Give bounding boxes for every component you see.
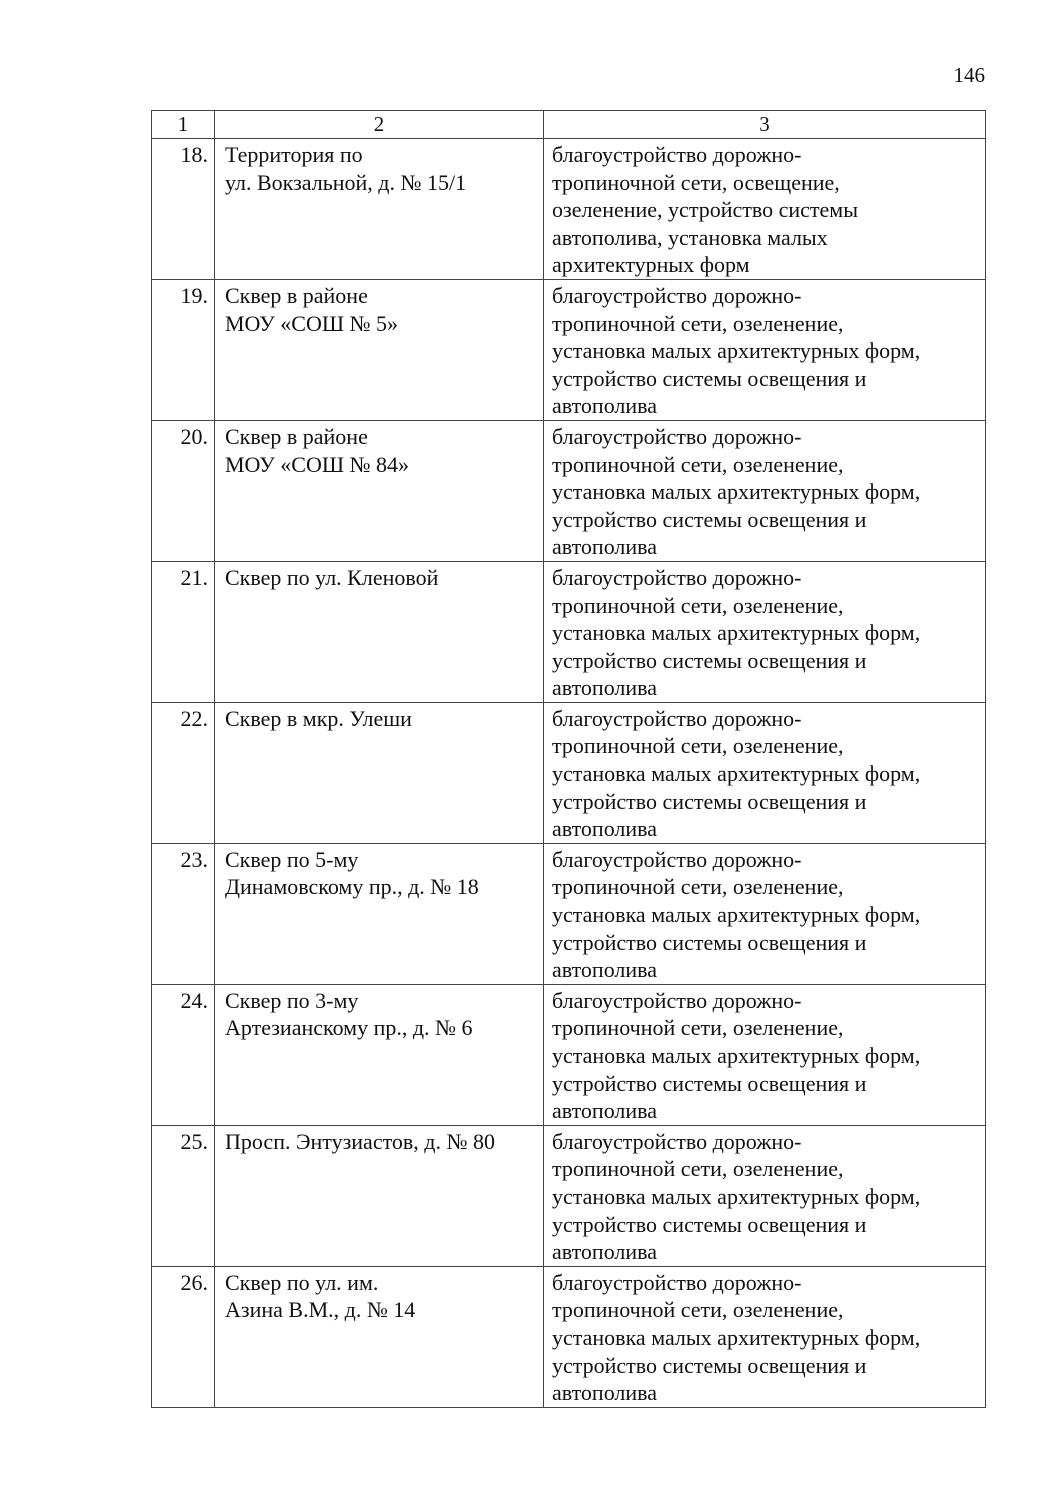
work-line: автополива <box>552 534 658 560</box>
table-row <box>152 561 986 702</box>
work-line: благоустройство дорожно- <box>552 1128 802 1154</box>
work-cell <box>544 279 986 420</box>
table-row <box>152 139 986 280</box>
table-row <box>152 843 986 984</box>
work-line: тропиночной сети, озеленение, <box>552 310 844 336</box>
work-line: озеленение, устройство системы <box>552 197 858 223</box>
work-line: автополива <box>552 957 658 983</box>
place-cell <box>215 984 544 1125</box>
work-line: установка малых архитектурных форм, <box>552 761 921 787</box>
place-line: Сквер по 3-му <box>225 987 359 1013</box>
place-line: Сквер по ул. им. <box>225 1269 379 1295</box>
work-cell <box>544 1125 986 1266</box>
work-line: тропиночной сети, озеленение, <box>552 1297 844 1323</box>
place-line: Сквер в районе <box>225 282 368 308</box>
header-cell-number: 1 <box>152 111 215 139</box>
place-cell <box>215 279 544 420</box>
table-body <box>152 111 986 1408</box>
row-number: 25. <box>152 1125 215 1266</box>
work-line: автополива <box>552 1380 658 1406</box>
work-cell <box>544 139 986 280</box>
work-line: благоустройство дорожно- <box>552 705 802 731</box>
work-line: автополива <box>552 1098 658 1124</box>
row-number: 20. <box>152 420 215 561</box>
table-row <box>152 1266 986 1407</box>
place-line: Артезианскому пр., д. № 6 <box>225 1015 473 1041</box>
work-line: благоустройство дорожно- <box>552 846 802 872</box>
work-line: благоустройство дорожно- <box>552 564 802 590</box>
work-line: благоустройство дорожно- <box>552 987 802 1013</box>
work-line: устройство системы освещения и <box>552 1352 867 1378</box>
work-line: тропиночной сети, озеленение, <box>552 1156 844 1182</box>
work-line: благоустройство дорожно- <box>552 423 802 449</box>
work-line: устройство системы освещения и <box>552 1070 867 1096</box>
place-line: Сквер в районе <box>225 423 368 449</box>
works-table <box>151 110 986 1408</box>
work-line: устройство системы освещения и <box>552 1211 867 1237</box>
work-line: установка малых архитектурных форм, <box>552 902 921 928</box>
table-row <box>152 984 986 1125</box>
table-header-row <box>152 111 986 139</box>
place-cell <box>215 843 544 984</box>
place-cell <box>215 1125 544 1266</box>
work-line: устройство системы освещения и <box>552 647 867 673</box>
work-line: архитектурных форм <box>552 252 750 278</box>
work-line: установка малых архитектурных форм, <box>552 1183 921 1209</box>
work-cell <box>544 843 986 984</box>
work-line: благоустройство дорожно- <box>552 142 802 167</box>
work-line: автополива <box>552 1239 658 1265</box>
place-cell <box>215 702 544 843</box>
work-cell <box>544 420 986 561</box>
header-cell-place: 2 <box>215 111 544 139</box>
work-cell <box>544 561 986 702</box>
work-cell <box>544 1266 986 1407</box>
work-line: установка малых архитектурных форм, <box>552 1043 921 1068</box>
work-line: тропиночной сети, озеленение, <box>552 733 844 759</box>
work-line: благоустройство дорожно- <box>552 1269 802 1295</box>
work-line: тропиночной сети, озеленение, <box>552 1015 844 1041</box>
work-line: установка малых архитектурных форм, <box>552 338 921 364</box>
place-line: Просп. Энтузиастов, д. № 80 <box>225 1128 495 1154</box>
place-cell <box>215 1266 544 1407</box>
work-line: устройство системы освещения и <box>552 365 867 391</box>
work-line: устройство системы освещения и <box>552 929 867 955</box>
work-line: автополива <box>552 675 658 701</box>
row-number: 18. <box>152 139 215 280</box>
place-line: Азина В.М., д. № 14 <box>225 1297 416 1323</box>
work-line: устройство системы освещения и <box>552 788 867 814</box>
work-line: тропиночной сети, озеленение, <box>552 451 844 477</box>
place-line: Сквер по 5-му <box>225 846 359 872</box>
row-number: 22. <box>152 702 215 843</box>
work-line: тропиночной сети, озеленение, <box>552 592 844 618</box>
place-line: МОУ «СОШ № 84» <box>225 451 410 477</box>
place-cell <box>215 139 544 280</box>
work-line: тропиночной сети, озеленение, <box>552 874 844 900</box>
header-cell-work: 3 <box>544 111 986 139</box>
place-line: Сквер в мкр. Улеши <box>225 705 412 731</box>
table-row <box>152 702 986 843</box>
place-line: Сквер по ул. Кленовой <box>225 564 439 590</box>
row-number: 21. <box>152 561 215 702</box>
work-line: благоустройство дорожно- <box>552 282 802 308</box>
work-line: автополива, установка малых <box>552 224 828 250</box>
table-row <box>152 279 986 420</box>
row-number: 23. <box>152 843 215 984</box>
place-line: ул. Вокзальной, д. № 15/1 <box>225 169 467 195</box>
row-number: 24. <box>152 984 215 1125</box>
place-line: Динамовскому пр., д. № 18 <box>225 874 479 900</box>
table-row <box>152 420 986 561</box>
table-row <box>152 1125 986 1266</box>
work-cell <box>544 984 986 1125</box>
work-line: тропиночной сети, освещение, <box>552 169 840 195</box>
place-line: МОУ «СОШ № 5» <box>225 310 399 336</box>
work-line: устройство системы освещения и <box>552 506 867 532</box>
work-cell <box>544 702 986 843</box>
row-number: 26. <box>152 1266 215 1407</box>
place-cell <box>215 561 544 702</box>
place-line: Территория по <box>225 142 363 167</box>
work-line: установка малых архитектурных форм, <box>552 1324 921 1350</box>
work-line: автополива <box>552 393 658 419</box>
page-number: 146 <box>953 63 985 87</box>
work-line: автополива <box>552 816 658 842</box>
work-line: установка малых архитектурных форм, <box>552 479 921 505</box>
work-line: установка малых архитектурных форм, <box>552 620 921 646</box>
place-cell <box>215 420 544 561</box>
row-number: 19. <box>152 279 215 420</box>
